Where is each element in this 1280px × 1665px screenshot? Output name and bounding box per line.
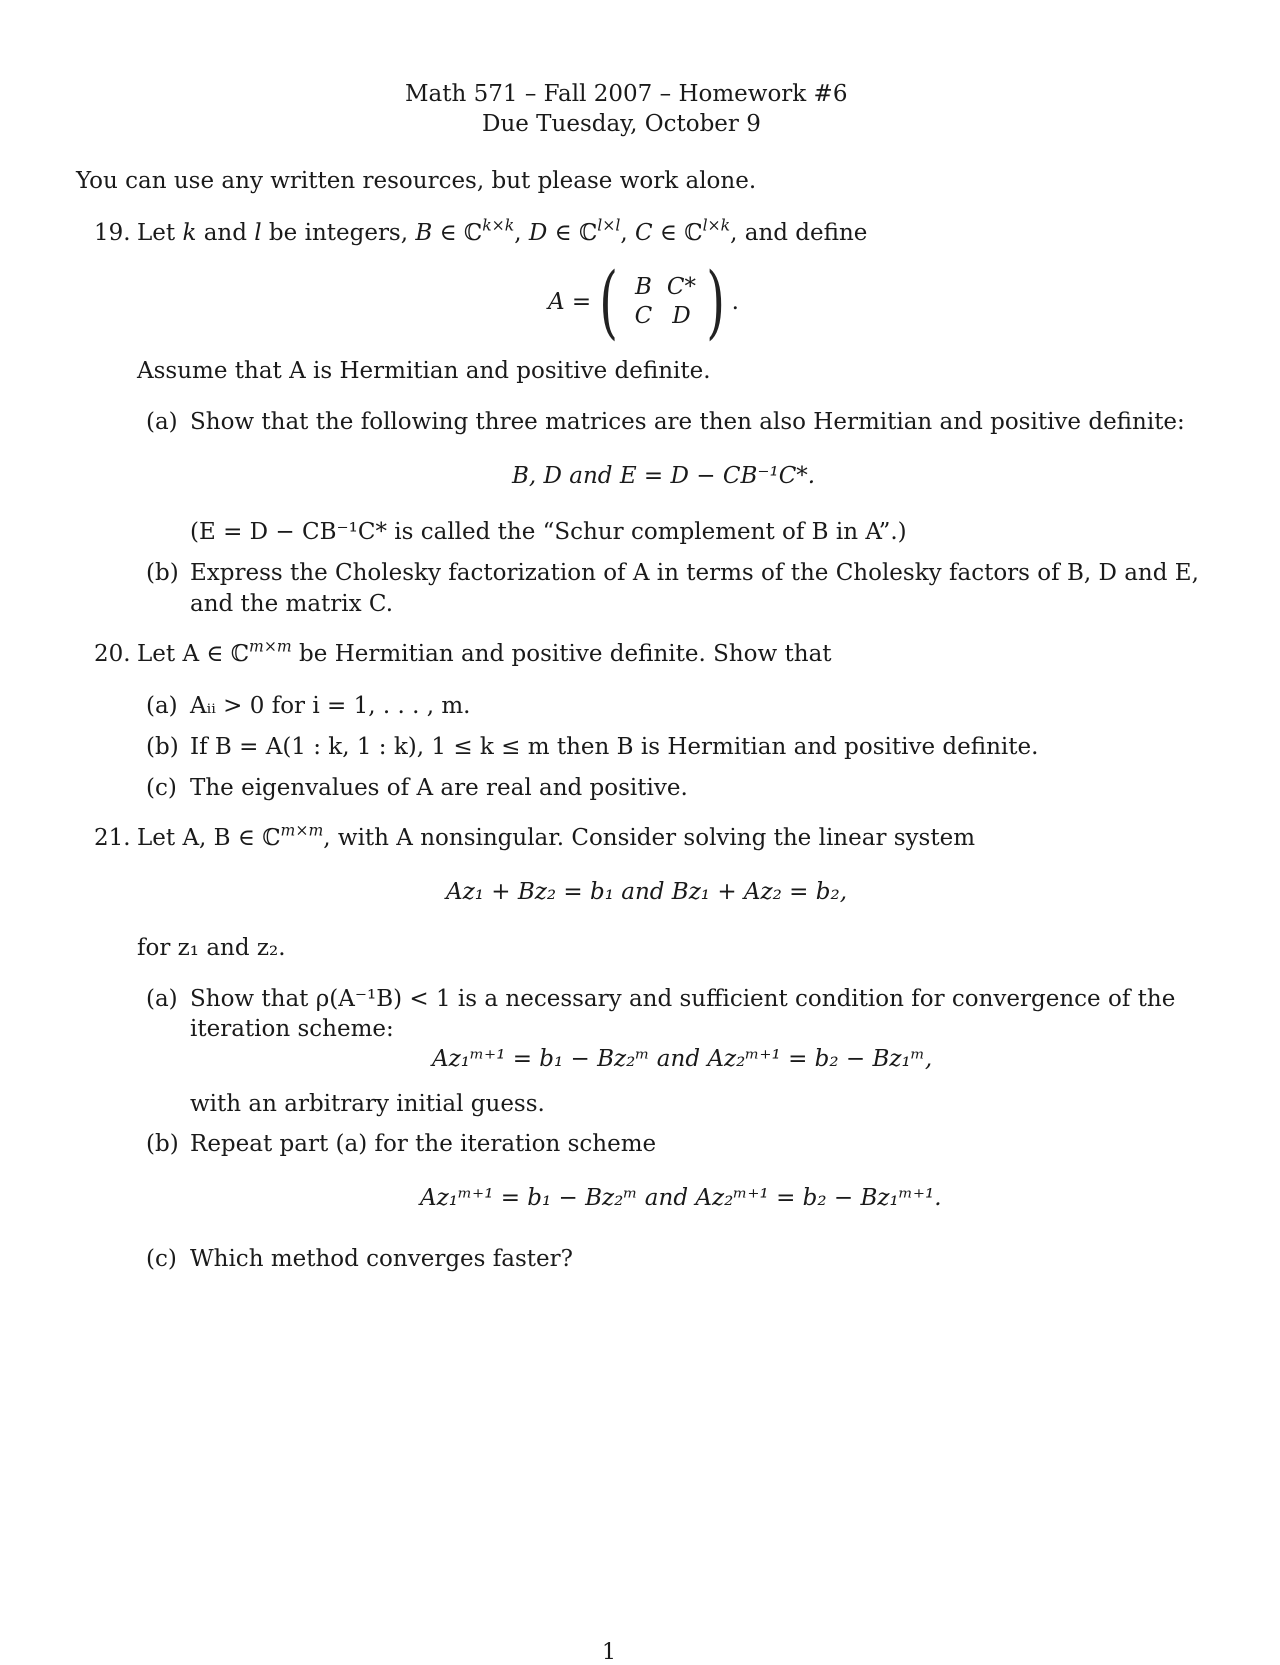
problem-19-number: 19.	[94, 220, 131, 246]
problem-20a-label: (a)	[146, 693, 178, 719]
matrix-entry: C	[634, 303, 653, 329]
left-paren: (	[599, 255, 619, 348]
problem-21b-label: (b)	[146, 1131, 179, 1157]
problem-21-number: 21.	[94, 825, 131, 851]
iteration-scheme-1: Az₁ᵐ⁺¹ = b₁ − Bz₂ᵐ and Az₂ᵐ⁺¹ = b₂ − Bz₁ᵐ,	[432, 1046, 933, 1072]
problem-20b-label: (b)	[146, 734, 179, 760]
matrix-entry: C*	[666, 274, 696, 300]
right-paren: )	[706, 255, 726, 348]
problem-19-assumption: Assume that A is Hermitian and positive definite.	[137, 358, 711, 384]
block-matrix	[624, 276, 700, 328]
linear-system-equation: Az₁ + Bz₂ = b₁ and Bz₁ + Az₂ = b₂,	[446, 879, 848, 905]
problem-21-for-text: for z₁ and z₂.	[137, 935, 286, 961]
problem-21a-line1: Show that ρ(A⁻¹B) < 1 is a necessary and sufficient condition for convergence of the	[190, 986, 1176, 1012]
matrix-period: .	[731, 288, 739, 315]
problem-20a-text: Aᵢᵢ > 0 for i = 1, . . . , m.	[190, 693, 471, 719]
problem-20-number: 20.	[94, 641, 131, 667]
problem-19-statement: Let k and l be integers, B ∈ ℂ$^{k\times k}$, D ∈ ℂ$^{l\times l}$, C ∈ ℂ$^{l\times k}$, and define	[137, 215, 868, 246]
problem-20c-label: (c)	[146, 775, 177, 801]
problem-19b-label: (b)	[146, 560, 179, 586]
problem-20b-text: If B = A(1 : k, 1 : k), 1 ≤ k ≤ m then B is Hermitian and positive definite.	[190, 734, 1039, 760]
problem-20c-text: The eigenvalues of A are real and positive.	[190, 775, 688, 801]
problem-19a-text: Show that the following three matrices are then also Hermitian and positive definite:	[190, 409, 1185, 435]
problem-21a-label: (a)	[146, 986, 178, 1012]
problem-21b-text: Repeat part (a) for the iteration scheme	[190, 1131, 657, 1157]
problem-19a-label: (a)	[146, 409, 178, 435]
problem-21c-label: (c)	[146, 1246, 177, 1272]
matrix-lhs: A =	[548, 288, 592, 315]
problem-21-statement: Let A, B ∈ ℂ$^{m\times m}$, with A nonsingular. Consider solving the linear system	[137, 820, 976, 851]
due-date: Due Tuesday, October 9	[482, 111, 761, 137]
problem-19b-line2: and the matrix C.	[190, 591, 394, 617]
problem-19b-line1: Express the Cholesky factorization of A in terms of the Cholesky factors of B, D and E,	[190, 560, 1199, 586]
iteration-scheme-2: Az₁ᵐ⁺¹ = b₁ − Bz₂ᵐ and Az₂ᵐ⁺¹ = b₂ − Bz₁ᵐ⁺¹.	[420, 1185, 942, 1211]
problem-21c-text: Which method converges faster?	[190, 1246, 573, 1272]
matrix-entry: B	[634, 274, 652, 300]
schur-complement-note: (E = D − CB⁻¹C* is called the “Schur complement of B in A”.)	[190, 519, 907, 545]
problem-20-statement: Let A ∈ ℂ$^{m\times m}$ be Hermitian and positive definite. Show that	[137, 636, 832, 667]
matrix-entry: D	[672, 303, 691, 329]
problem-21a-after: with an arbitrary initial guess.	[190, 1091, 545, 1117]
problem-19a-equation: B, D and E = D − CB⁻¹C*.	[512, 463, 816, 489]
problem-21a-line2: iteration scheme:	[190, 1016, 394, 1042]
page-number: 1	[602, 1640, 616, 1665]
intro-text: You can use any written resources, but please work alone.	[76, 168, 757, 194]
homework-title: Math 571 – Fall 2007 – Homework #6	[405, 81, 848, 107]
block-matrix-equation	[548, 255, 739, 348]
